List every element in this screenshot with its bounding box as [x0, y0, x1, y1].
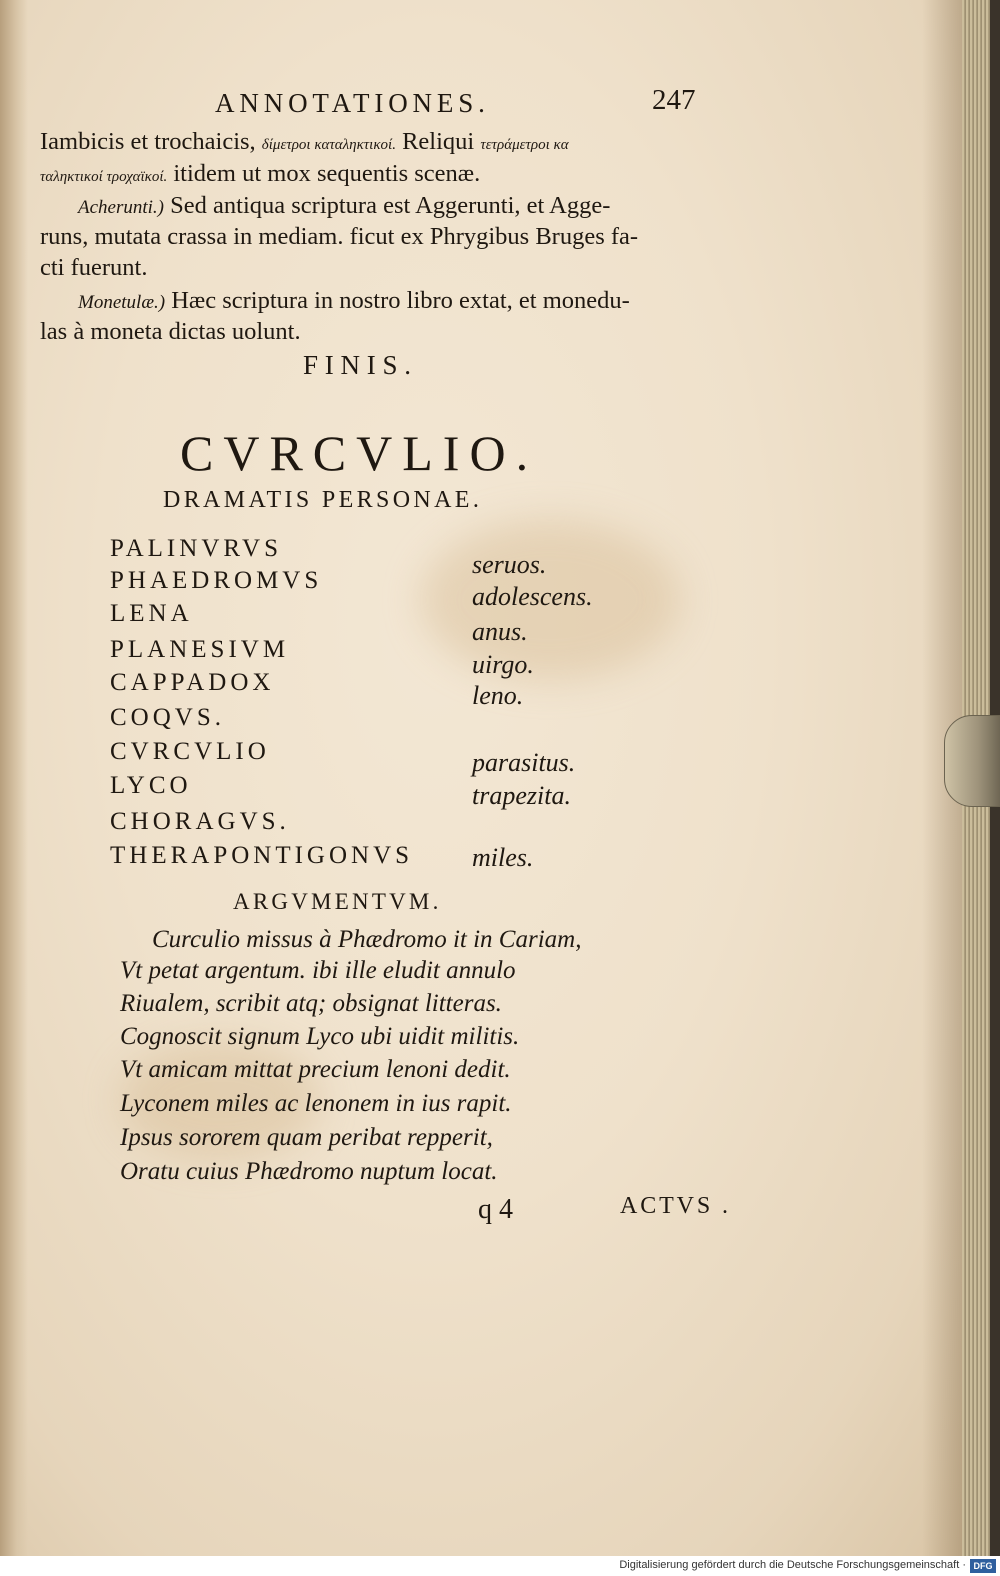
lemma-label: Monetulæ.) [78, 292, 166, 313]
character-role: seruos. [472, 550, 547, 579]
annotation-line: cti fuerunt. [40, 254, 148, 281]
character-name: CHORAGVS. [110, 808, 290, 835]
dfg-logo-icon: DFG [970, 1559, 996, 1573]
argument-verse: Vt amicam mittat precium lenoni dedit. [120, 1056, 511, 1083]
annotation-text: Iambicis et trochaicis, [40, 128, 256, 155]
character-name: COQVS. [110, 704, 225, 731]
argument-verse: Vt petat argentum. ibi ille eludit annulo [120, 957, 516, 984]
digitization-footer [0, 1556, 1000, 1576]
annotation-line [78, 287, 630, 315]
character-role: trapezita. [472, 781, 571, 810]
annotation-text: itidem ut mox sequentis scenæ. [173, 160, 481, 187]
character-name: PALINVRVS [110, 535, 282, 562]
annotation-line [40, 160, 480, 188]
character-role: anus. [472, 617, 528, 646]
character-name: PLANESIVM [110, 636, 290, 663]
annotation-text: Sed antiqua scriptura est Aggerunti, et Agge- [170, 192, 611, 219]
character-role: miles. [472, 843, 534, 872]
greek-text: τετράμετροι κα [480, 137, 569, 153]
annotation-text: Hæc scriptura in nostro libro extat, et monedu- [171, 287, 630, 314]
play-title: CVRCVLIO. [180, 425, 539, 481]
signature-mark: q 4 [478, 1194, 513, 1225]
finis-heading: FINIS. [303, 350, 418, 380]
character-name: LYCO [110, 772, 192, 799]
annotation-line: las à moneta dictas uolunt. [40, 318, 301, 345]
character-role: uirgo. [472, 650, 534, 679]
argument-heading: ARGVMENTVM. [233, 889, 442, 914]
character-name: CVRCVLIO [110, 738, 270, 765]
character-name: THERAPONTIGONVS [110, 842, 414, 869]
annotation-line [40, 128, 569, 156]
lemma-label: Acherunti.) [78, 197, 165, 218]
footer-credit: Digitalisierung gefördert durch die Deutsche Forschungsgemeinschaft · [619, 1559, 966, 1571]
book-clasp [944, 715, 1000, 807]
character-role: leno. [472, 681, 524, 710]
argument-verse: Lyconem miles ac lenonem in ius rapit. [120, 1090, 512, 1117]
running-head: ANNOTATIONES. [215, 88, 490, 118]
argument-verse: Oratu cuius Phædromo nuptum locat. [120, 1158, 498, 1185]
greek-text: δίμετροι καταληκτικοί. [261, 137, 396, 153]
character-role: adolescens. [472, 582, 593, 611]
annotation-line [78, 192, 610, 220]
page-number: 247 [652, 84, 696, 116]
argument-verse: Curculio missus à Phædromo it in Cariam, [152, 926, 582, 953]
argument-verse: Ipsus sororem quam peribat repperit, [120, 1124, 493, 1151]
greek-text: ταληκτικοί τροχαϊκοί. [40, 169, 168, 185]
character-name: LENA [110, 600, 193, 627]
argument-verse: Riualem, scribit atq; obsignat litteras. [120, 990, 502, 1017]
character-role: parasitus. [472, 748, 576, 777]
annotation-line: runs, mutata crassa in mediam. ficut ex Phrygibus Bruges fa- [40, 223, 639, 250]
argument-verse: Cognoscit signum Lyco ubi uidit militis. [120, 1023, 520, 1050]
catchword: ACTVS . [620, 1193, 731, 1219]
gutter-shadow [0, 0, 28, 1556]
annotation-text: Reliqui [402, 128, 475, 155]
character-name: CAPPADOX [110, 669, 275, 696]
character-name: PHAEDROMVS [110, 567, 323, 594]
dramatis-personae-heading: DRAMATIS PERSONAE. [163, 487, 483, 513]
